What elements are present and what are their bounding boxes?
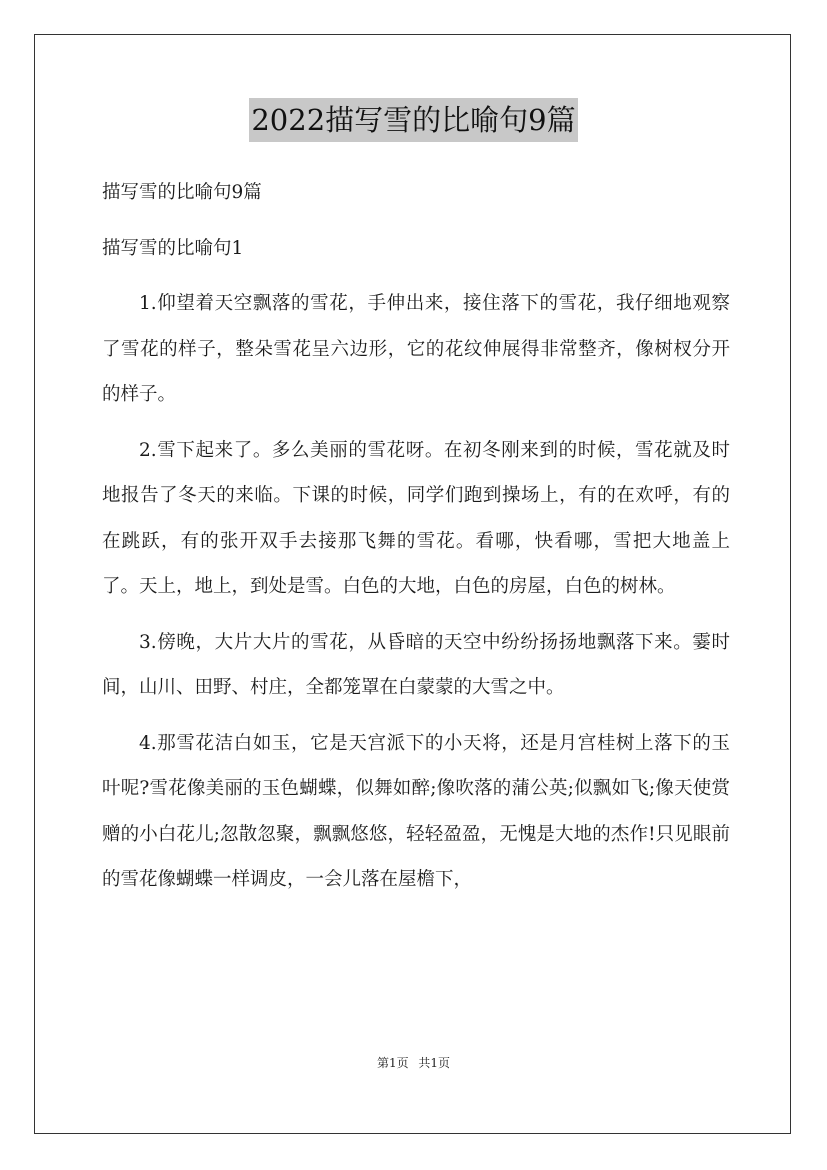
document-body xyxy=(102,170,730,913)
paragraph-item-3: 3.傍晚，大片大片的雪花，从昏暗的天空中纷纷扬扬地飘落下来。霎时间，山川、田野、村庄，全都笼罩在白蒙蒙的大雪之中。 xyxy=(102,631,730,698)
page-footer xyxy=(0,1053,827,1073)
paragraph-item-1: 1.仰望着天空飘落的雪花，手伸出来，接住落下的雪花，我仔细地观察了雪花的样子，整朵雪花呈六边形，它的花纹伸展得非常整齐，像树杈分开的样子。 xyxy=(102,293,730,405)
page-total: 共1页 xyxy=(418,1056,451,1070)
paragraph-item-4: 4.那雪花洁白如玉，它是天宫派下的小天将，还是月宫桂树上落下的玉叶呢?雪花像美丽的玉色蝴蝶，似舞如醉;像吹落的蒲公英;似飘如飞;像天使赏赠的小白花儿;忽散忽聚，飘飘悠悠，轻轻盈盈，无愧是大地的杰作!只见眼前的雪花像蝴蝶一样调皮，一会儿落在屋檐下， xyxy=(102,732,730,890)
paragraph-item-2: 2.雪下起来了。多么美丽的雪花呀。在初冬刚来到的时候，雪花就及时地报告了冬天的来临。下课的时候，同学们跑到操场上，有的在欢呼，有的在跳跃，有的张开双手去接那飞舞的雪花。看哪，快看哪，雪把大地盖上了。天上，地上，到处是雪。白色的大地，白色的房屋，白色的树林。 xyxy=(102,439,730,597)
page-number: 第1页 xyxy=(376,1056,409,1070)
title-container xyxy=(0,98,827,142)
document-title: 2022描写雪的比喻句9篇 xyxy=(249,98,577,142)
paragraph-subtitle: 描写雪的比喻句9篇 xyxy=(102,182,262,203)
paragraph-section-heading: 描写雪的比喻句1 xyxy=(102,237,244,259)
